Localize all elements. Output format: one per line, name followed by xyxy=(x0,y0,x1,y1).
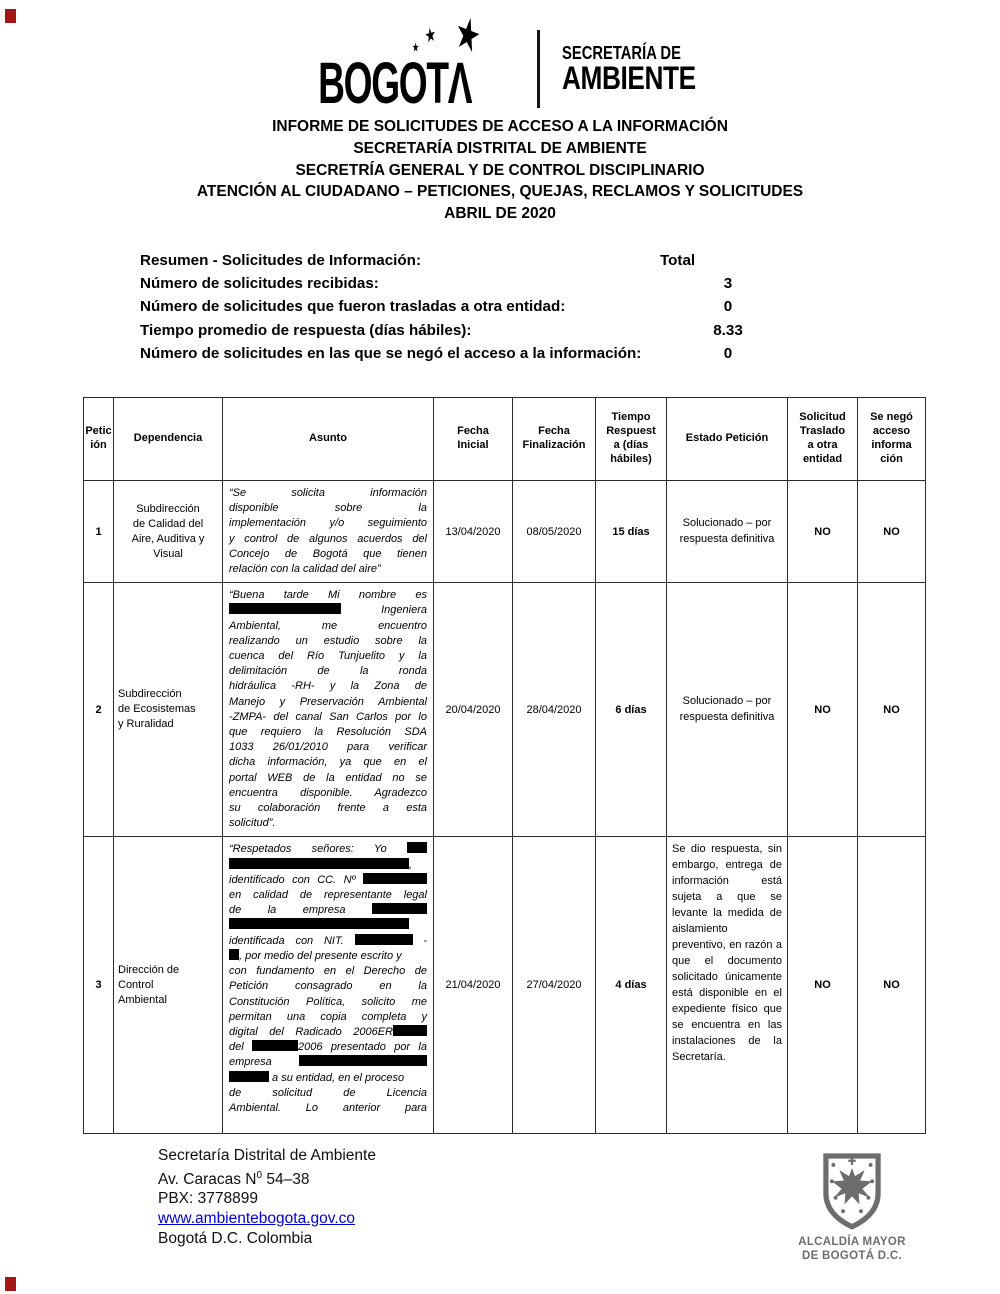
cell-solicitud-traslado: NO xyxy=(788,481,858,583)
redaction-bar xyxy=(407,842,427,853)
title-line: ATENCIÓN AL CIUDADANO – PETICIONES, QUEJAS, RECLAMOS Y SOLICITUDES xyxy=(196,183,804,201)
redaction-bar xyxy=(229,858,409,869)
summary-block xyxy=(140,249,860,365)
title-line: SECRETRÍA GENERAL Y DE CONTROL DISCIPLINARIO xyxy=(295,161,705,179)
asunto-line: dicha información, ya que en el xyxy=(229,756,427,769)
bogota-wordmark-text: BOGOT xyxy=(318,51,449,116)
website-link[interactable]: www.ambientebogota.gov.co xyxy=(158,1209,356,1227)
column-header-line: Solicitud xyxy=(799,411,846,424)
table-row xyxy=(84,481,926,583)
cell-dependencia xyxy=(114,481,223,583)
column-header-nego xyxy=(858,398,926,481)
asunto-line: encuentra disponible. Agradezco xyxy=(229,786,427,799)
column-header-line: ión xyxy=(90,439,107,451)
column-header-fecha_inicial xyxy=(434,398,513,481)
logo-divider xyxy=(537,30,540,108)
summary-value: Total xyxy=(660,252,696,269)
redaction-bar xyxy=(229,603,341,614)
footer-street: Av. Caracas $N^0$ 54–38 xyxy=(158,1169,310,1188)
column-header-line: entidad xyxy=(802,452,843,465)
asunto-line: Manejo y Preservación Ambiental xyxy=(229,695,427,708)
asunto-line: a su entidad, en el proceso xyxy=(229,1071,427,1086)
asunto-line: 1033 26/01/2010 para verificar xyxy=(229,741,427,754)
asunto-line: identificado con CC. Nº xyxy=(229,873,427,888)
redaction-bar xyxy=(393,1025,427,1036)
asunto-line: identificada con NIT. - xyxy=(229,934,427,947)
asunto-line: solicitud”. xyxy=(229,817,276,830)
dependencia-line: Visual xyxy=(153,547,183,560)
cell-dependencia xyxy=(114,583,223,837)
dependencia-line: Ambiental xyxy=(118,993,167,1006)
page-mark-bottom xyxy=(5,1277,16,1291)
asunto-line: “Se solicita información xyxy=(229,487,427,499)
column-header-line: Asunto xyxy=(309,432,347,445)
redaction-bar xyxy=(229,918,409,929)
table-header-row xyxy=(84,398,926,481)
column-header-line: a otra xyxy=(807,439,838,451)
asunto-line: “Buena tarde Mi nombre es xyxy=(229,589,427,602)
cell-fecha-finalizacion: 08/05/2020 xyxy=(513,481,596,583)
summary-value: 0 xyxy=(723,344,733,362)
cell-fecha-finalizacion: 28/04/2020 xyxy=(513,583,596,837)
summary-value: 8.33 xyxy=(713,321,743,339)
dependencia-line: de Calidad del xyxy=(132,517,204,530)
cell-dependencia xyxy=(114,837,223,1134)
asunto-line: Ingeniera xyxy=(229,603,427,618)
column-header-line: Fecha xyxy=(538,425,570,438)
summary-row xyxy=(140,272,860,295)
column-header-line: hábiles) xyxy=(610,452,652,465)
dependencia-line: Subdirección xyxy=(136,502,200,515)
column-header-line: a (días xyxy=(613,439,649,451)
cell-asunto xyxy=(223,837,434,1134)
asunto-line: realizando un estudio sobre la xyxy=(229,634,427,647)
redaction-bar xyxy=(229,1071,269,1082)
summary-row xyxy=(140,249,860,272)
cell-estado-peticion: Solucionado – por respuesta definitiva xyxy=(667,583,788,837)
dependencia-line: de Ecosistemas xyxy=(118,703,196,716)
table-header xyxy=(84,398,926,481)
column-header-line: Traslado xyxy=(799,425,846,438)
cell-fecha-finalizacion: 27/04/2020 xyxy=(513,837,596,1134)
dependencia-line: Dirección de xyxy=(118,963,180,976)
footer-entity-name: Secretaría Distrital de Ambiente xyxy=(158,1147,376,1164)
cell-asunto xyxy=(223,481,434,583)
asunto-line: con fundamento en el Derecho de xyxy=(229,965,427,978)
asunto-line: disponible sobre la xyxy=(229,502,427,515)
header-logo-row xyxy=(0,9,1000,116)
asunto-line: Petición consagrado en la xyxy=(229,980,427,993)
table-row xyxy=(84,583,926,837)
crest-caption: ALCALDÍA MAYOR DE BOGOTÁ D.C. xyxy=(798,1236,906,1262)
summary-row xyxy=(140,295,860,318)
cell-se-nego-acceso: NO xyxy=(858,583,926,837)
column-header-line: ción xyxy=(880,452,903,465)
cell-se-nego-acceso: NO xyxy=(858,481,926,583)
cell-estado-peticion: Solucionado – por respuesta definitiva xyxy=(667,481,788,583)
asunto-line xyxy=(229,918,427,933)
asunto-line: cuenca del Río Tunjuelito y la xyxy=(229,650,427,663)
alcaldia-crest-icon xyxy=(814,1150,890,1232)
logo-star-medium-icon: ★ xyxy=(424,24,436,47)
dependencia-line: y Ruralidad xyxy=(118,718,174,731)
asunto-line: y control de algunos acuerdos del xyxy=(229,532,427,545)
logo-star-small-icon: ★ xyxy=(412,42,418,54)
solicitudes-table xyxy=(83,397,926,1134)
dependencia-line: Subdirección xyxy=(118,688,182,701)
column-header-traslado xyxy=(788,398,858,481)
column-header-line: Se negó xyxy=(870,411,913,424)
asunto-line: implementación y/o seguimiento xyxy=(229,517,427,530)
logo-star-large-icon: ★ xyxy=(453,9,482,61)
dependencia-line: Aire, Auditiva y xyxy=(131,532,205,545)
bogota-lambda-letter: Λ xyxy=(448,51,472,116)
redaction-bar xyxy=(299,1055,427,1066)
column-header-line: Estado Petición xyxy=(685,432,769,445)
summary-label: Número de solicitudes que fueron trasladas a otra entidad: xyxy=(140,298,566,316)
column-header-line: Petic xyxy=(85,425,112,438)
redaction-bar xyxy=(229,949,239,960)
asunto-line: Ambiental, me encuentro xyxy=(229,619,427,632)
title-line: INFORME DE SOLICITUDES DE ACCESO A LA INFORMACIÓN xyxy=(272,118,728,135)
asunto-line: su colaboración frente a esta xyxy=(229,802,427,815)
redaction-bar xyxy=(355,934,413,945)
asunto-line: relación con la calidad del aire” xyxy=(229,563,381,576)
column-header-asunto xyxy=(223,398,434,481)
title-line: SECRETARÍA DISTRITAL DE AMBIENTE xyxy=(353,139,647,157)
summary-label: Tiempo promedio de respuesta (días hábiles): xyxy=(140,321,472,339)
column-header-line: Respuest xyxy=(606,425,656,438)
column-header-tiempo xyxy=(596,398,667,481)
asunto-line: del 2006 presentado por la xyxy=(229,1041,427,1054)
asunto-line: Concejo de Bogotá que tienen xyxy=(229,547,427,560)
cell-fecha-inicial: 20/04/2020 xyxy=(434,583,513,837)
asunto-line: -ZMPA- del canal San Carlos por lo xyxy=(229,710,427,723)
column-header-line: Dependencia xyxy=(133,432,203,445)
asunto-line: , por medio del presente escrito y xyxy=(229,949,427,964)
column-header-estado xyxy=(667,398,788,481)
redaction-bar xyxy=(363,873,427,884)
table-row xyxy=(84,837,926,1134)
asunto-line: , xyxy=(229,858,427,873)
asunto-line: Ambiental. Lo anterior para xyxy=(229,1101,427,1114)
cell-solicitud-traslado: NO xyxy=(788,837,858,1134)
asunto-line: delimitación de la ronda xyxy=(229,665,427,678)
asunto-line: hidráulica -RH- y la Zona de xyxy=(229,680,427,693)
column-header-line: Inicial xyxy=(457,439,489,451)
summary-value: 0 xyxy=(723,298,733,316)
cell-peticion: 3 xyxy=(84,837,114,1134)
footer-address xyxy=(158,1146,376,1248)
cell-peticion: 1 xyxy=(84,481,114,583)
asunto-line: que requiero la Resolución SDA xyxy=(229,726,427,739)
footer-city: Bogotá D.C. Colombia xyxy=(158,1229,313,1247)
summary-label: Número de solicitudes recibidas: xyxy=(140,275,379,293)
cell-fecha-inicial: 21/04/2020 xyxy=(434,837,513,1134)
asunto-line: permitan una copia completa y xyxy=(229,1010,427,1023)
cell-peticion: 2 xyxy=(84,583,114,837)
cell-tiempo-respuesta: 6 días xyxy=(596,583,667,837)
asunto-line: en calidad de representante legal xyxy=(229,889,427,902)
cell-se-nego-acceso: NO xyxy=(858,837,926,1134)
asunto-line: empresa xyxy=(229,1055,427,1070)
cell-asunto xyxy=(223,583,434,837)
cell-tiempo-respuesta: 4 días xyxy=(596,837,667,1134)
column-header-dependencia xyxy=(114,398,223,481)
column-header-line: informa xyxy=(871,439,912,451)
column-header-fecha_finalizacion xyxy=(513,398,596,481)
column-header-line: Fecha xyxy=(457,425,489,438)
summary-label: Número de solicitudes en las que se negó el acceso a la información: xyxy=(140,344,642,362)
redaction-bar xyxy=(252,1040,298,1051)
column-header-line: acceso xyxy=(872,425,911,438)
asunto-line: digital del Radicado 2006ER xyxy=(229,1025,427,1040)
column-header-peticion xyxy=(84,398,114,481)
asunto-line: de la empresa xyxy=(229,903,427,918)
dept-line1: SECRETARÍA DE xyxy=(561,42,681,63)
asunto-line: de solicitud de Licencia xyxy=(229,1086,427,1099)
summary-row xyxy=(140,342,860,365)
asunto-line: “Respetados señores: Yo xyxy=(229,842,427,857)
cell-fecha-inicial: 13/04/2020 xyxy=(434,481,513,583)
report-title xyxy=(0,116,1000,225)
column-header-line: Tiempo xyxy=(611,411,651,424)
column-header-line: Finalización xyxy=(522,439,586,451)
summary-value: 3 xyxy=(723,275,733,293)
cell-solicitud-traslado: NO xyxy=(788,583,858,837)
summary-row xyxy=(140,319,860,342)
cell-estado-peticion: Se dio respuesta, sin embargo, entrega de información está sujeta a que se levante la medida de aislamiento preventivo, en razón a que el documento solicitado únicamente está disponible en el expediente físico que se encuentra en las instalaciones de la Secretaría. xyxy=(667,837,788,1134)
asunto-line: portal WEB de la entidad no se xyxy=(229,771,427,784)
alcaldia-crest xyxy=(793,1150,911,1263)
page-mark-top xyxy=(5,9,16,23)
cell-tiempo-respuesta: 15 días xyxy=(596,481,667,583)
table-body xyxy=(84,481,926,1134)
redaction-bar xyxy=(372,903,427,914)
dept-line2: AMBIENTE xyxy=(561,59,696,96)
dependencia-line: Control xyxy=(118,978,154,991)
asunto-line: Constitución Política, solicito me xyxy=(229,995,427,1008)
summary-label: Resumen - Solicitudes de Información: xyxy=(140,252,422,269)
secretaria-ambiente-logotext xyxy=(562,44,696,95)
title-line: ABRIL DE 2020 xyxy=(444,205,556,223)
footer-pbx: PBX: 3778899 xyxy=(158,1190,258,1208)
bogota-logo xyxy=(318,9,482,116)
